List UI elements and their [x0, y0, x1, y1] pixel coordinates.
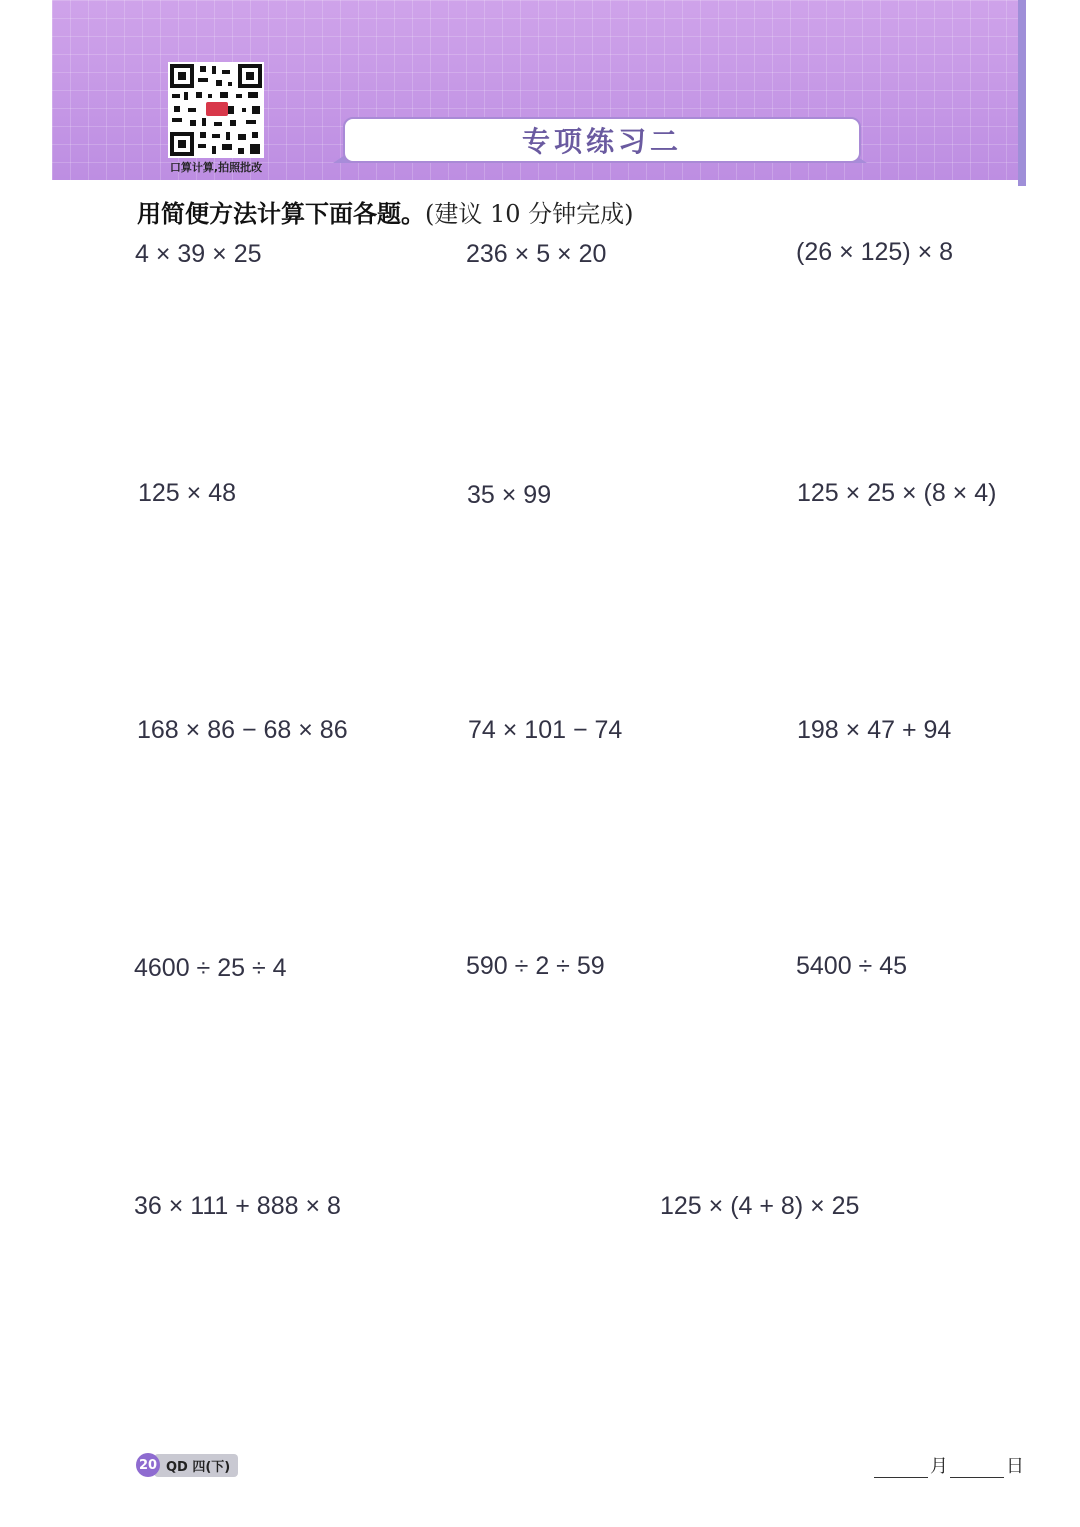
problem-1: 4 × 39 × 25	[135, 240, 262, 268]
month-blank[interactable]	[874, 1457, 928, 1478]
problem-12: 5400 ÷ 45	[796, 952, 908, 980]
problem-14: 125 × (4 + 8) × 25	[660, 1192, 860, 1220]
month-label: 月	[930, 1456, 948, 1477]
problem-4: 125 × 48	[138, 479, 237, 507]
title-banner	[333, 117, 867, 163]
title-box	[343, 117, 861, 163]
problem-5: 35 × 99	[467, 481, 552, 509]
qr-caption: 口算计算,拍照批改	[169, 161, 263, 174]
page-number: 20	[136, 1453, 160, 1477]
instruction	[137, 194, 634, 229]
instruction-main: 用简便方法计算下面各题。	[137, 199, 425, 228]
page-edge	[1018, 0, 1026, 186]
problem-13: 36 × 111 + 888 × 8	[134, 1192, 341, 1220]
instruction-note: (建议 10 分钟完成)	[425, 200, 634, 228]
page-title: 专项练习二	[521, 125, 682, 158]
date-fill	[874, 1452, 1026, 1478]
problem-10: 4600 ÷ 25 ÷ 4	[134, 954, 287, 982]
problem-8: 74 × 101 − 74	[468, 716, 623, 744]
day-blank[interactable]	[950, 1457, 1004, 1478]
problem-7: 168 × 86 − 68 × 86	[137, 716, 348, 744]
day-label: 日	[1006, 1456, 1024, 1477]
problem-3: (26 × 125) × 8	[796, 238, 954, 266]
problem-2: 236 × 5 × 20	[466, 240, 607, 268]
edition-label: QD 四(下)	[154, 1454, 238, 1477]
footer-badge	[136, 1453, 238, 1477]
problem-9: 198 × 47 + 94	[797, 716, 952, 744]
problem-11: 590 ÷ 2 ÷ 59	[466, 952, 605, 980]
qr-code-icon[interactable]	[168, 62, 264, 158]
problem-6: 125 × 25 × (8 × 4)	[797, 479, 997, 507]
